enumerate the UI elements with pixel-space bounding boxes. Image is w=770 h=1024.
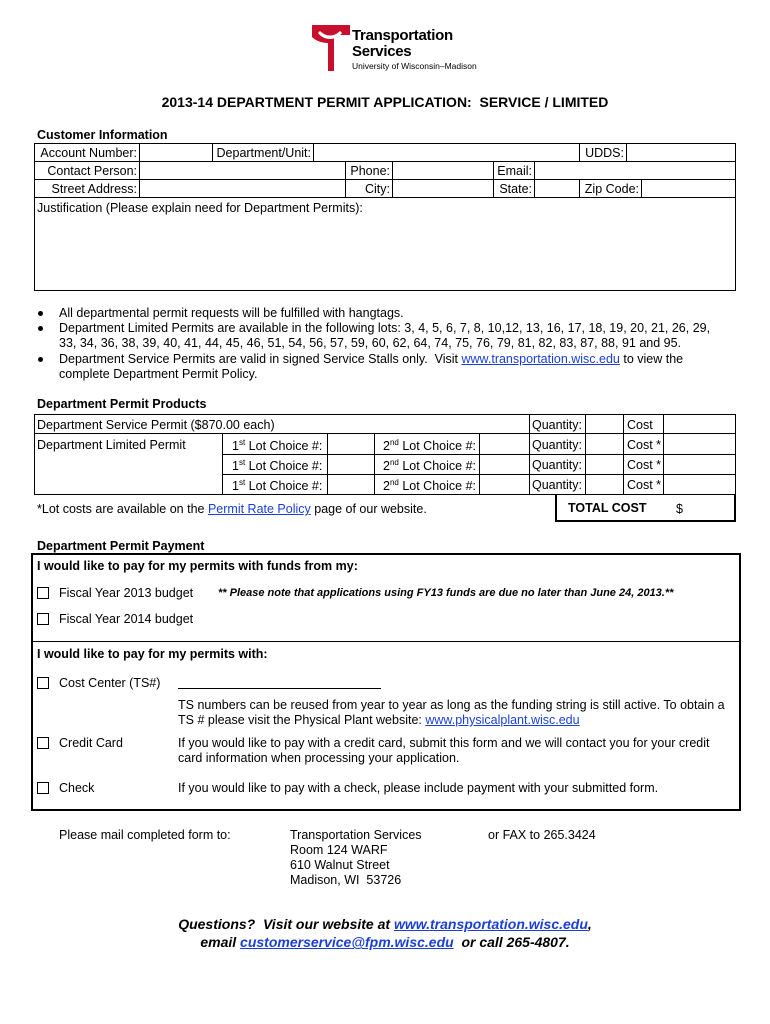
first-num: 1: [232, 439, 239, 454]
permit-rate-policy-link[interactable]: Permit Rate Policy: [207, 502, 311, 516]
email-text: email: [200, 934, 241, 950]
lot-row-1-cost-field[interactable]: [664, 434, 735, 453]
lot-row-2-first: [232, 458, 322, 473]
account-number-label: Account Number:: [40, 146, 137, 160]
questions-comma: ,: [587, 916, 592, 932]
lot-row-2-cost-field[interactable]: [664, 455, 735, 473]
check-label: Check: [59, 781, 95, 795]
phone-label: Phone:: [350, 164, 390, 178]
justification-textarea[interactable]: [35, 216, 735, 290]
bullet-icon: [38, 326, 43, 331]
fy2013-label: Fiscal Year 2013 budget: [59, 586, 194, 600]
lot-row-3-second: [383, 478, 476, 493]
logo-line2: Services: [352, 43, 412, 60]
ts-info-line2: [178, 713, 580, 727]
account-number-field[interactable]: [140, 144, 211, 160]
logo-line1: Transportation: [352, 27, 453, 44]
lot-row-1-second: [383, 438, 476, 453]
mail-address-4: Madison, WI 53726: [290, 873, 402, 887]
service-cost-field[interactable]: [664, 415, 735, 432]
footer-contact: [0, 934, 770, 950]
second-num: 2: [383, 439, 390, 454]
lot-row-2-second-field[interactable]: [480, 455, 528, 473]
cost-center-checkbox[interactable]: [37, 677, 49, 689]
first-text: Lot Choice #:: [245, 479, 323, 494]
zip-code-label: Zip Code:: [584, 182, 639, 196]
lot-row-2-quantity-field[interactable]: [586, 455, 622, 473]
products-heading: Department Permit Products: [37, 397, 207, 411]
total-cost-label: TOTAL COST: [568, 501, 647, 515]
state-field[interactable]: [535, 180, 578, 196]
bullet-icon: [38, 357, 43, 362]
justification-label: Justification (Please explain need for Department Permits):: [37, 201, 363, 215]
second-text: Lot Choice #:: [398, 459, 476, 474]
note-text: *Lot costs are available on the: [37, 502, 208, 516]
credit-card-label: Credit Card: [59, 736, 123, 750]
lot-row-1-cost: Cost *: [627, 438, 662, 452]
mail-address-2: Room 124 WARF: [290, 843, 388, 857]
customer-heading: Customer Information: [37, 128, 168, 142]
cost-center-input[interactable]: [178, 676, 381, 689]
lot-cost-note: [37, 502, 427, 516]
funds-heading: I would like to pay for my permits with funds from my:: [37, 559, 358, 573]
lot-row-3-second-field[interactable]: [480, 475, 528, 493]
note-text-post: page of our website.: [310, 502, 427, 516]
fy2013-checkbox[interactable]: [37, 587, 49, 599]
contact-person-label: Contact Person:: [47, 164, 137, 178]
udds-label: UDDS:: [585, 146, 624, 160]
ts-text: TS # please visit the Physical Plant website:: [178, 713, 426, 727]
footer-website-link[interactable]: www.transportation.wisc.edu: [393, 916, 588, 932]
lot-row-2-quantity: Quantity:: [531, 458, 582, 472]
lot-row-1-first: [232, 438, 322, 453]
check-checkbox[interactable]: [37, 782, 49, 794]
limited-permit-label: Department Limited Permit: [37, 438, 186, 452]
total-cost-dollar: $: [676, 502, 683, 516]
fy2014-checkbox[interactable]: [37, 613, 49, 625]
bullet-icon: [38, 311, 43, 316]
lot-row-2-cost: Cost *: [627, 458, 662, 472]
email-field[interactable]: [535, 162, 735, 178]
mail-label: Please mail completed form to:: [59, 828, 231, 842]
lot-row-3-quantity-field[interactable]: [586, 475, 622, 493]
second-num: 2: [383, 459, 390, 474]
credit-card-info-1: If you would like to pay with a credit card, submit this form and we will contact you for your credit: [178, 736, 710, 750]
second-sup: nd: [389, 438, 399, 447]
first-sup: st: [238, 438, 246, 447]
city-field[interactable]: [393, 180, 492, 196]
first-num: 1: [232, 459, 239, 474]
ts-info-line1: TS numbers can be reused from year to year as long as the funding string is still active. To obtain a: [178, 698, 725, 712]
logo-line3: University of Wisconsin–Madison: [352, 61, 477, 71]
lot-row-3-quantity: Quantity:: [531, 478, 582, 492]
footer-questions: [0, 916, 770, 932]
physical-plant-link[interactable]: www.physicalplant.wisc.edu: [425, 713, 580, 727]
service-quantity-field[interactable]: [586, 415, 622, 432]
second-num: 2: [383, 479, 390, 494]
zip-code-field[interactable]: [642, 180, 735, 196]
department-unit-label: Department/Unit:: [216, 146, 311, 160]
street-address-field[interactable]: [140, 180, 344, 196]
first-sup: st: [238, 478, 246, 487]
first-sup: st: [238, 458, 246, 467]
lot-row-2-second: [383, 458, 476, 473]
transportation-website-link[interactable]: www.transportation.wisc.edu: [461, 352, 620, 366]
first-text: Lot Choice #:: [245, 459, 323, 474]
fax-number: or FAX to 265.3424: [488, 828, 596, 842]
check-info: If you would like to pay with a check, please include payment with your submitted form.: [178, 781, 659, 795]
service-permit-label: Department Service Permit ($870.00 each): [37, 418, 275, 432]
bullet-limited-lots-1: Department Limited Permits are available in the following lots: 3, 4, 5, 6, 7, 8, 10,12, 13, 16, 17, 18, 19, 20, 21, 26, 29,: [59, 321, 711, 335]
state-label: State:: [499, 182, 532, 196]
city-label: City:: [365, 182, 390, 196]
email-label: Email:: [497, 164, 532, 178]
second-text: Lot Choice #:: [398, 439, 476, 454]
lot-row-2-first-field[interactable]: [328, 455, 373, 473]
second-sup: nd: [389, 478, 399, 487]
transportation-services-logo-icon: [312, 25, 352, 71]
credit-card-info-2: card information when processing your application.: [178, 751, 460, 765]
service-quantity-label: Quantity:: [531, 418, 582, 432]
contact-person-field[interactable]: [140, 162, 344, 178]
lot-row-3-cost: Cost *: [627, 478, 662, 492]
service-permits-text: Department Service Permits are valid in signed Service Stalls only. Visit: [59, 352, 462, 366]
street-address-label: Street Address:: [51, 182, 137, 196]
second-sup: nd: [389, 458, 399, 467]
lot-row-3-cost-field[interactable]: [664, 475, 735, 493]
questions-text: Questions? Visit our website at: [178, 916, 394, 932]
lot-row-3-first: [232, 478, 322, 493]
mail-address-1: Transportation Services: [290, 828, 422, 842]
cost-center-label: Cost Center (TS#): [59, 676, 161, 690]
customer-service-email-link[interactable]: customerservice@fpm.wisc.edu: [240, 934, 454, 950]
lot-row-1-second-field[interactable]: [480, 434, 528, 453]
page-title: 2013-14 DEPARTMENT PERMIT APPLICATION: SERVICE / LIMITED: [161, 94, 609, 110]
first-text: Lot Choice #:: [245, 439, 323, 454]
fy2014-label: Fiscal Year 2014 budget: [59, 612, 194, 626]
service-cost-label: Cost: [627, 418, 653, 432]
total-cost-field[interactable]: [686, 496, 732, 518]
call-text: or call 265-4807.: [453, 934, 570, 950]
credit-card-checkbox[interactable]: [37, 737, 49, 749]
bullet-limited-lots-2: 33, 34, 36, 38, 39, 40, 41, 44, 45, 46, 51, 54, 56, 57, 59, 60, 62, 64, 74, 75, 76, 79, 81, 82, 83, 87, 88, 91 and 95.: [59, 336, 682, 350]
department-unit-field[interactable]: [314, 144, 578, 160]
service-permits-text-post: to view the: [619, 352, 684, 366]
second-text: Lot Choice #:: [398, 479, 476, 494]
fy13-note: ** Please note that applications using FY13 funds are due no later than June 24, 2013.**: [218, 587, 674, 599]
phone-field[interactable]: [393, 162, 492, 178]
pay-with-heading: I would like to pay for my permits with:: [37, 647, 268, 661]
lot-row-1-first-field[interactable]: [328, 434, 373, 453]
bullet-service-permits: [59, 352, 683, 366]
first-num: 1: [232, 479, 239, 494]
logo: [312, 25, 477, 73]
mail-address-3: 610 Walnut Street: [290, 858, 390, 872]
udds-field[interactable]: [627, 144, 735, 160]
lot-row-3-first-field[interactable]: [328, 475, 373, 493]
bullet-service-permits-2: complete Department Permit Policy.: [59, 367, 258, 381]
bullet-hangtags: All departmental permit requests will be fulfilled with hangtags.: [59, 306, 404, 320]
payment-heading: Department Permit Payment: [37, 539, 205, 553]
lot-row-1-quantity-field[interactable]: [586, 434, 622, 453]
lot-row-1-quantity: Quantity:: [531, 438, 582, 452]
